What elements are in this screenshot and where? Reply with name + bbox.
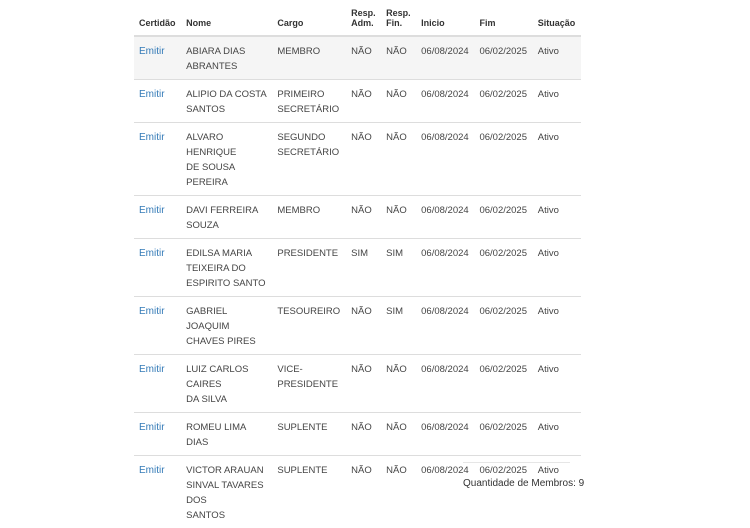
cell-resp-adm: NÃO (346, 123, 381, 196)
cell-nome-line: SANTOS (186, 104, 225, 115)
cell-nome-line: LUIZ CARLOS CAIRES (186, 364, 248, 390)
cell-certidao (134, 239, 181, 297)
table-row (134, 123, 581, 196)
cell-nome-line: DA SILVA (186, 394, 227, 405)
cell-cargo-line: PRIMEIRO (277, 89, 324, 100)
cell-nome-line: DAVI FERREIRA (186, 205, 258, 216)
cell-situacao: Ativo (533, 355, 581, 413)
header-resp-adm (346, 0, 381, 36)
cell-certidao (134, 80, 181, 123)
cell-nome-line: GABRIEL JOAQUIM (186, 306, 229, 332)
cell-certidao (134, 456, 181, 528)
members-table (134, 0, 581, 528)
cell-nome-line: SOUZA (186, 220, 219, 231)
cell-cargo-line: SECRETÁRIO (277, 147, 339, 158)
emitir-link[interactable]: Emitir (139, 46, 165, 57)
cell-resp-fin: NÃO (381, 355, 416, 413)
cell-fim: 06/02/2025 (474, 413, 532, 456)
header-resp-fin (381, 0, 416, 36)
cell-fim: 06/02/2025 (474, 80, 532, 123)
cell-inicio: 06/08/2024 (416, 196, 474, 239)
cell-nome-line: ALVARO HENRIQUE (186, 132, 236, 158)
table-header-row (134, 0, 581, 36)
cell-cargo-line: MEMBRO (277, 205, 320, 216)
table-row (134, 413, 581, 456)
cell-situacao: Ativo (533, 36, 581, 80)
table-row (134, 239, 581, 297)
cell-fim: 06/02/2025 (474, 239, 532, 297)
cell-fim: 06/02/2025 (474, 297, 532, 355)
cell-nome (181, 456, 272, 528)
emitir-link[interactable]: Emitir (139, 306, 165, 317)
cell-resp-adm: NÃO (346, 355, 381, 413)
cell-resp-fin: NÃO (381, 80, 416, 123)
cell-inicio: 06/08/2024 (416, 297, 474, 355)
cell-cargo-line: SUPLENTE (277, 465, 327, 476)
cell-certidao (134, 36, 181, 80)
header-resp-fin-line1: Resp. (386, 8, 411, 18)
cell-inicio: 06/08/2024 (416, 456, 474, 528)
cell-resp-fin: NÃO (381, 196, 416, 239)
cell-resp-fin: SIM (381, 239, 416, 297)
cell-inicio: 06/08/2024 (416, 413, 474, 456)
cell-nome-line: EDILSA MARIA (186, 248, 252, 259)
cell-certidao (134, 297, 181, 355)
emitir-link[interactable]: Emitir (139, 89, 165, 100)
cell-nome-line: SANTOS (186, 510, 225, 521)
cell-cargo (272, 239, 346, 297)
cell-resp-fin: NÃO (381, 456, 416, 528)
table-row (134, 196, 581, 239)
footer-divider (463, 462, 570, 463)
cell-inicio: 06/08/2024 (416, 239, 474, 297)
cell-fim: 06/02/2025 (474, 355, 532, 413)
cell-resp-fin: NÃO (381, 123, 416, 196)
cell-nome (181, 123, 272, 196)
cell-cargo-line: MEMBRO (277, 46, 320, 57)
cell-cargo-line: SECRETÁRIO (277, 104, 339, 115)
cell-inicio: 06/08/2024 (416, 123, 474, 196)
cell-cargo (272, 297, 346, 355)
emitir-link[interactable]: Emitir (139, 465, 165, 476)
cell-resp-adm: NÃO (346, 297, 381, 355)
cell-nome-line: ROMEU LIMA DIAS (186, 422, 246, 448)
cell-certidao (134, 355, 181, 413)
cell-fim: 06/02/2025 (474, 196, 532, 239)
cell-resp-adm: NÃO (346, 456, 381, 528)
cell-cargo-line: PRESIDENTE (277, 379, 338, 390)
cell-resp-fin: NÃO (381, 413, 416, 456)
cell-cargo-line: TESOUREIRO (277, 306, 340, 317)
cell-certidao (134, 123, 181, 196)
cell-nome (181, 80, 272, 123)
cell-nome-line: ABIARA DIAS (186, 46, 245, 57)
cell-cargo (272, 123, 346, 196)
emitir-link[interactable]: Emitir (139, 364, 165, 375)
cell-resp-adm: NÃO (346, 80, 381, 123)
cell-cargo (272, 36, 346, 80)
cell-nome-line: ESPIRITO SANTO (186, 278, 265, 289)
cell-cargo-line: SUPLENTE (277, 422, 327, 433)
emitir-link[interactable]: Emitir (139, 205, 165, 216)
cell-certidao (134, 196, 181, 239)
table-row (134, 355, 581, 413)
cell-situacao: Ativo (533, 123, 581, 196)
cell-cargo-line: SEGUNDO (277, 132, 325, 143)
cell-nome (181, 36, 272, 80)
cell-nome-line: DE SOUSA PEREIRA (186, 162, 235, 188)
cell-inicio: 06/08/2024 (416, 80, 474, 123)
cell-nome (181, 355, 272, 413)
cell-nome (181, 413, 272, 456)
header-resp-adm-line1: Resp. (351, 8, 376, 18)
cell-cargo (272, 413, 346, 456)
cell-resp-adm: SIM (346, 239, 381, 297)
header-resp-fin-line2: Fin. (386, 18, 402, 28)
cell-situacao: Ativo (533, 297, 581, 355)
cell-nome-line: VICTOR ARAUAN (186, 465, 263, 476)
cell-cargo-line: VICE- (277, 364, 302, 375)
cell-cargo-line: PRESIDENTE (277, 248, 338, 259)
cell-nome-line: ALIPIO DA COSTA (186, 89, 267, 100)
cell-fim: 06/02/2025 (474, 36, 532, 80)
table-row (134, 297, 581, 355)
table-row (134, 36, 581, 80)
cell-nome (181, 239, 272, 297)
cell-nome-line: CHAVES PIRES (186, 336, 256, 347)
header-nome: Nome (181, 0, 272, 36)
cell-nome-line: SINVAL TAVARES DOS (186, 480, 263, 506)
cell-resp-adm: NÃO (346, 413, 381, 456)
cell-fim: 06/02/2025 (474, 123, 532, 196)
cell-situacao: Ativo (533, 80, 581, 123)
cell-situacao: Ativo (533, 239, 581, 297)
cell-resp-adm: NÃO (346, 36, 381, 80)
cell-inicio: 06/08/2024 (416, 36, 474, 80)
cell-situacao: Ativo (533, 196, 581, 239)
cell-situacao: Ativo (533, 413, 581, 456)
cell-certidao (134, 413, 181, 456)
cell-situacao: Ativo (533, 456, 581, 528)
cell-nome (181, 297, 272, 355)
header-inicio: Inicio (416, 0, 474, 36)
table-row (134, 456, 581, 528)
header-situacao: Situação (533, 0, 581, 36)
cell-fim: 06/02/2025 (474, 456, 532, 528)
cell-cargo (272, 355, 346, 413)
emitir-link[interactable]: Emitir (139, 248, 165, 259)
cell-cargo (272, 80, 346, 123)
cell-inicio: 06/08/2024 (416, 355, 474, 413)
cell-cargo (272, 196, 346, 239)
header-cargo: Cargo (272, 0, 346, 36)
header-certidao: Certidão (134, 0, 181, 36)
cell-resp-fin: SIM (381, 297, 416, 355)
header-resp-adm-line2: Adm. (351, 18, 374, 28)
cell-cargo (272, 456, 346, 528)
cell-nome (181, 196, 272, 239)
member-count: Quantidade de Membros: 9 (463, 478, 584, 489)
header-fim: Fim (474, 0, 532, 36)
emitir-link[interactable]: Emitir (139, 422, 165, 433)
emitir-link[interactable]: Emitir (139, 132, 165, 143)
table-row (134, 80, 581, 123)
cell-nome-line: TEIXEIRA DO (186, 263, 246, 274)
cell-resp-fin: NÃO (381, 36, 416, 80)
cell-resp-adm: NÃO (346, 196, 381, 239)
cell-nome-line: ABRANTES (186, 61, 237, 72)
